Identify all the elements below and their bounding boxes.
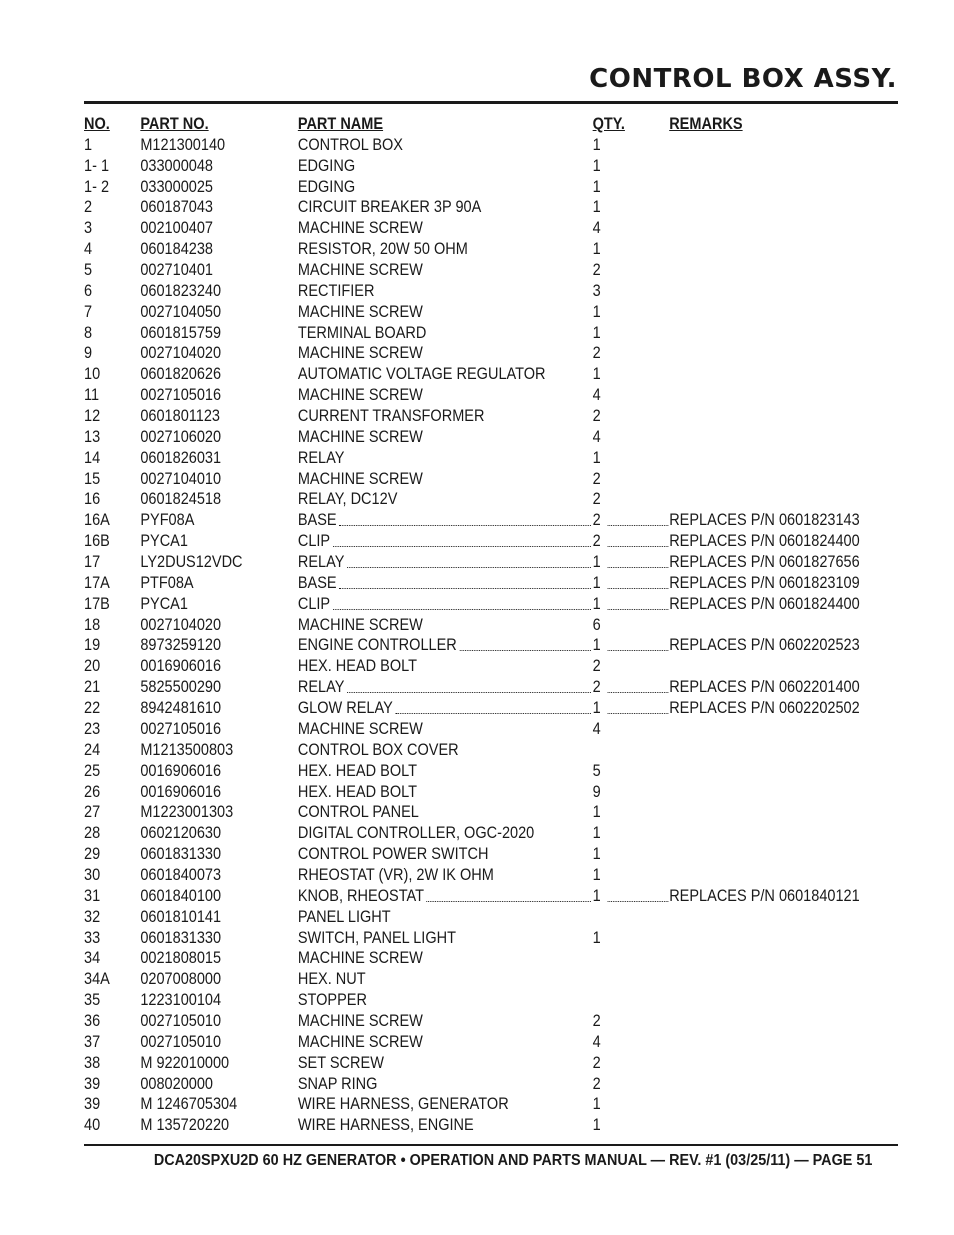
row-no: 24 xyxy=(84,740,101,759)
table-row xyxy=(84,323,898,344)
table-row xyxy=(84,802,898,823)
row-part-name: SWITCH, PANEL LIGHT xyxy=(297,928,456,947)
row-part-no: 0027105016 xyxy=(140,386,222,405)
table-row xyxy=(84,948,898,969)
table-row xyxy=(84,1074,898,1095)
row-qty: 1 xyxy=(592,198,601,217)
row-part-no: 0027104020 xyxy=(140,344,222,363)
row-qty: 1 xyxy=(592,886,601,905)
row-qty: 1 xyxy=(592,302,601,321)
row-qty: 5 xyxy=(592,761,601,780)
dot-leader xyxy=(608,901,669,902)
row-qty: 4 xyxy=(592,719,601,738)
table-header xyxy=(84,114,898,135)
row-qty: 2 xyxy=(592,1011,601,1030)
row-part-name: MACHINE SCREW xyxy=(297,1032,423,1051)
row-part-name: MACHINE SCREW xyxy=(297,386,423,405)
table-row xyxy=(84,510,898,531)
row-qty: 1 xyxy=(592,177,601,196)
row-part-no: 0601801123 xyxy=(140,407,221,426)
row-part-no: 0027104020 xyxy=(140,615,222,634)
dot-leader xyxy=(608,713,669,714)
row-no: 16B xyxy=(84,532,110,551)
row-qty: 1 xyxy=(592,240,601,259)
table-row xyxy=(84,364,898,385)
dot-leader xyxy=(608,609,669,610)
row-part-no: 002100407 xyxy=(140,219,214,238)
row-part-no: 0601810141 xyxy=(140,907,222,926)
row-qty: 1 xyxy=(592,156,601,175)
row-qty: 1 xyxy=(592,1095,601,1114)
table-row xyxy=(84,281,898,302)
row-part-name: WIRE HARNESS, GENERATOR xyxy=(297,1095,509,1114)
row-qty: 1 xyxy=(592,636,601,655)
row-qty: 1 xyxy=(592,594,601,613)
table-row xyxy=(84,907,898,928)
row-part-name: RECTIFIER xyxy=(297,281,375,300)
row-qty: 4 xyxy=(592,1032,601,1051)
row-no: 18 xyxy=(84,615,101,634)
table-row xyxy=(84,1032,898,1053)
row-no: 38 xyxy=(84,1053,101,1072)
row-no: 1 xyxy=(84,135,93,154)
row-part-no: 060184238 xyxy=(140,240,214,259)
row-no: 21 xyxy=(84,678,101,697)
row-part-no: 1223100104 xyxy=(140,991,222,1010)
row-qty: 6 xyxy=(592,615,601,634)
row-part-name: MACHINE SCREW xyxy=(297,261,423,280)
row-part-name: CONTROL PANEL xyxy=(297,803,419,822)
row-remarks: REPLACES P/N 0602202523 xyxy=(669,636,860,655)
table-row xyxy=(84,427,898,448)
row-part-name: EDGING xyxy=(297,156,356,175)
row-part-name: PANEL LIGHT xyxy=(297,907,391,926)
dot-leader xyxy=(608,692,669,693)
dot-leader xyxy=(396,713,591,714)
table-row xyxy=(84,719,898,740)
row-part-no: 0027105016 xyxy=(140,719,222,738)
row-qty: 1 xyxy=(592,865,601,884)
row-part-no: 0601840073 xyxy=(140,865,222,884)
row-no: 17 xyxy=(84,553,101,572)
row-qty: 4 xyxy=(592,427,601,446)
row-no: 19 xyxy=(84,636,101,655)
row-part-name: CLIP xyxy=(297,532,331,551)
table-row xyxy=(84,197,898,218)
row-qty: 2 xyxy=(592,469,601,488)
row-remarks: REPLACES P/N 0601824400 xyxy=(669,532,860,551)
row-part-name: AUTOMATIC VOLTAGE REGULATOR xyxy=(297,365,546,384)
table-row xyxy=(84,886,898,907)
row-qty: 2 xyxy=(592,532,601,551)
row-part-name: CONTROL BOX xyxy=(297,135,403,154)
row-qty: 9 xyxy=(592,782,601,801)
row-part-no: M1213500803 xyxy=(140,740,234,759)
row-no: 34 xyxy=(84,949,101,968)
table-row xyxy=(84,406,898,427)
row-part-no: 0601826031 xyxy=(140,448,222,467)
row-no: 25 xyxy=(84,761,101,780)
row-no: 1- 1 xyxy=(84,156,110,175)
table-row xyxy=(84,656,898,677)
header-no: NO. xyxy=(84,115,110,133)
row-qty: 1 xyxy=(592,573,601,592)
row-no: 14 xyxy=(84,448,101,467)
row-part-no: 0021808015 xyxy=(140,949,222,968)
row-qty: 4 xyxy=(592,219,601,238)
row-part-no: M 922010000 xyxy=(140,1053,230,1072)
table-row xyxy=(84,531,898,552)
row-no: 10 xyxy=(84,365,101,384)
table-row xyxy=(84,698,898,719)
row-part-name: STOPPER xyxy=(297,991,367,1010)
table-row xyxy=(84,469,898,490)
row-no: 33 xyxy=(84,928,101,947)
row-part-name: GLOW RELAY xyxy=(297,699,393,718)
row-qty: 2 xyxy=(592,261,601,280)
row-no: 27 xyxy=(84,803,101,822)
row-part-no: 0601823240 xyxy=(140,281,222,300)
row-part-name: MACHINE SCREW xyxy=(297,302,423,321)
row-part-no: 0601815759 xyxy=(140,323,222,342)
row-part-name: MACHINE SCREW xyxy=(297,719,423,738)
row-part-name: RELAY, DC12V xyxy=(297,490,398,509)
table-body xyxy=(84,135,898,1136)
row-part-no: 0602120630 xyxy=(140,824,222,843)
row-no: 13 xyxy=(84,427,101,446)
table-row xyxy=(84,635,898,656)
row-no: 32 xyxy=(84,907,101,926)
row-part-no: 5825500290 xyxy=(140,678,222,697)
table-row xyxy=(84,489,898,510)
row-remarks: REPLACES P/N 0601823143 xyxy=(669,511,860,530)
row-part-no: M1223001303 xyxy=(140,803,234,822)
row-part-no: M121300140 xyxy=(140,135,226,154)
row-part-name: BASE xyxy=(297,573,337,592)
footer-rule xyxy=(84,1144,898,1146)
table-row xyxy=(84,969,898,990)
parts-table xyxy=(84,114,898,1136)
row-part-no: 0027105010 xyxy=(140,1011,222,1030)
table-row xyxy=(84,928,898,949)
row-qty: 2 xyxy=(592,490,601,509)
table-row xyxy=(84,239,898,260)
row-remarks: REPLACES P/N 0602201400 xyxy=(669,678,860,697)
header-part-no: PART NO. xyxy=(140,115,209,133)
row-part-no: 060187043 xyxy=(140,198,214,217)
row-part-no: 033000048 xyxy=(140,156,214,175)
row-part-no: 0016906016 xyxy=(140,782,222,801)
row-part-no: 0027104050 xyxy=(140,302,222,321)
row-part-name: HEX. NUT xyxy=(297,970,366,989)
row-part-name: CURRENT TRANSFORMER xyxy=(297,407,485,426)
row-part-name: MACHINE SCREW xyxy=(297,344,423,363)
table-row xyxy=(84,594,898,615)
row-no: 40 xyxy=(84,1116,101,1135)
row-qty: 3 xyxy=(592,281,601,300)
table-row xyxy=(84,844,898,865)
row-no: 16 xyxy=(84,490,101,509)
row-part-no: 0016906016 xyxy=(140,761,222,780)
row-part-name: MACHINE SCREW xyxy=(297,427,423,446)
table-row xyxy=(84,343,898,364)
table-row xyxy=(84,552,898,573)
dot-leader xyxy=(460,650,591,651)
page-title: CONTROL BOX ASSY. xyxy=(589,64,897,94)
row-no: 12 xyxy=(84,407,101,426)
row-no: 37 xyxy=(84,1032,101,1051)
row-remarks: REPLACES P/N 0602202502 xyxy=(669,699,860,718)
row-part-name: MACHINE SCREW xyxy=(297,1011,423,1030)
table-row xyxy=(84,177,898,198)
table-row xyxy=(84,1094,898,1115)
row-part-name: CIRCUIT BREAKER 3P 90A xyxy=(297,198,482,217)
row-part-name: RELAY xyxy=(297,678,345,697)
row-part-name: BASE xyxy=(297,511,337,530)
row-part-no: PYF08A xyxy=(140,511,195,530)
row-part-name: EDGING xyxy=(297,177,356,196)
row-no: 6 xyxy=(84,281,93,300)
row-qty: 1 xyxy=(592,845,601,864)
row-part-name: WIRE HARNESS, ENGINE xyxy=(297,1116,474,1135)
row-remarks: REPLACES P/N 0601824400 xyxy=(669,594,860,613)
row-qty: 2 xyxy=(592,407,601,426)
row-qty: 1 xyxy=(592,699,601,718)
table-row xyxy=(84,782,898,803)
row-no: 7 xyxy=(84,302,93,321)
row-part-no: 0016906016 xyxy=(140,657,222,676)
dot-leader xyxy=(333,609,591,610)
row-part-name: SET SCREW xyxy=(297,1053,384,1072)
row-part-name: MACHINE SCREW xyxy=(297,615,423,634)
row-part-name: MACHINE SCREW xyxy=(297,949,423,968)
table-row xyxy=(84,865,898,886)
row-no: 3 xyxy=(84,219,93,238)
row-qty: 4 xyxy=(592,386,601,405)
table-row xyxy=(84,761,898,782)
row-qty: 1 xyxy=(592,1116,601,1135)
row-qty: 1 xyxy=(592,803,601,822)
table-row xyxy=(84,615,898,636)
row-qty: 1 xyxy=(592,824,601,843)
row-part-no: 0601831330 xyxy=(140,845,222,864)
row-part-no: 0601824518 xyxy=(140,490,222,509)
row-qty: 2 xyxy=(592,1074,601,1093)
row-qty: 2 xyxy=(592,344,601,363)
row-no: 15 xyxy=(84,469,101,488)
row-no: 35 xyxy=(84,991,101,1010)
row-part-no: M 1246705304 xyxy=(140,1095,238,1114)
row-part-no: M 135720220 xyxy=(140,1116,230,1135)
table-row xyxy=(84,448,898,469)
row-part-name: HEX. HEAD BOLT xyxy=(297,782,417,801)
dot-leader xyxy=(339,525,591,526)
table-row xyxy=(84,990,898,1011)
row-qty: 1 xyxy=(592,553,601,572)
row-qty: 2 xyxy=(592,657,601,676)
dot-leader xyxy=(347,567,591,568)
row-no: 2 xyxy=(84,198,93,217)
row-no: 16A xyxy=(84,511,110,530)
row-no: 29 xyxy=(84,845,101,864)
dot-leader xyxy=(333,546,591,547)
row-qty: 1 xyxy=(592,323,601,342)
dot-leader xyxy=(608,567,669,568)
row-qty: 1 xyxy=(592,448,601,467)
row-part-name: HEX. HEAD BOLT xyxy=(297,657,417,676)
dot-leader xyxy=(426,901,591,902)
header-remarks: REMARKS xyxy=(669,115,743,133)
dot-leader xyxy=(608,546,669,547)
row-qty: 1 xyxy=(592,365,601,384)
row-no: 30 xyxy=(84,865,101,884)
row-no: 26 xyxy=(84,782,101,801)
row-part-name: DIGITAL CONTROLLER, OGC-2020 xyxy=(297,824,535,843)
header-part-name: PART NAME xyxy=(297,115,384,133)
row-no: 8 xyxy=(84,323,93,342)
dot-leader xyxy=(608,525,669,526)
table-row xyxy=(84,1011,898,1032)
row-part-name: RELAY xyxy=(297,448,345,467)
row-qty: 1 xyxy=(592,135,601,154)
row-no: 34A xyxy=(84,970,110,989)
dot-leader xyxy=(608,588,669,589)
row-part-name: RESISTOR, 20W 50 OHM xyxy=(297,240,468,259)
table-row xyxy=(84,1115,898,1136)
row-no: 1- 2 xyxy=(84,177,110,196)
row-part-name: MACHINE SCREW xyxy=(297,219,423,238)
row-part-no: 0601831330 xyxy=(140,928,222,947)
row-part-no: 0601840100 xyxy=(140,886,222,905)
dot-leader xyxy=(347,692,591,693)
row-qty: 2 xyxy=(592,678,601,697)
table-row xyxy=(84,740,898,761)
row-remarks: REPLACES P/N 0601840121 xyxy=(669,886,860,905)
row-part-no: PYCA1 xyxy=(140,594,188,613)
row-part-no: LY2DUS12VDC xyxy=(140,553,243,572)
dot-leader xyxy=(608,650,669,651)
table-row xyxy=(84,385,898,406)
row-qty: 2 xyxy=(592,1053,601,1072)
row-part-name: SNAP RING xyxy=(297,1074,378,1093)
row-part-no: 0027106020 xyxy=(140,427,222,446)
row-part-name: RELAY xyxy=(297,553,345,572)
row-part-no: 0027104010 xyxy=(140,469,222,488)
table-row xyxy=(84,573,898,594)
row-part-name: RHEOSTAT (VR), 2W IK OHM xyxy=(297,865,494,884)
row-no: 5 xyxy=(84,261,93,280)
row-remarks: REPLACES P/N 0601827656 xyxy=(669,553,860,572)
row-part-name: HEX. HEAD BOLT xyxy=(297,761,417,780)
row-part-no: 0207008000 xyxy=(140,970,222,989)
row-no: 28 xyxy=(84,824,101,843)
dot-leader xyxy=(339,588,591,589)
row-no: 31 xyxy=(84,886,101,905)
row-part-name: CLIP xyxy=(297,594,331,613)
row-part-name: CONTROL BOX COVER xyxy=(297,740,459,759)
header-qty: QTY. xyxy=(592,115,625,133)
row-part-name: TERMINAL BOARD xyxy=(297,323,427,342)
table-row xyxy=(84,677,898,698)
table-row xyxy=(84,156,898,177)
row-part-no: 0601820626 xyxy=(140,365,222,384)
table-row xyxy=(84,823,898,844)
row-no: 23 xyxy=(84,719,101,738)
row-part-name: KNOB, RHEOSTAT xyxy=(297,886,424,905)
row-no: 11 xyxy=(84,386,100,405)
row-part-no: 033000025 xyxy=(140,177,214,196)
title-rule xyxy=(84,101,898,104)
row-no: 20 xyxy=(84,657,101,676)
row-no: 36 xyxy=(84,1011,101,1030)
row-part-no: 002710401 xyxy=(140,261,214,280)
row-no: 4 xyxy=(84,240,93,259)
row-part-no: 8973259120 xyxy=(140,636,222,655)
row-qty: 1 xyxy=(592,928,601,947)
table-row xyxy=(84,302,898,323)
row-part-name: ENGINE CONTROLLER xyxy=(297,636,457,655)
table-row xyxy=(84,1053,898,1074)
page-footer xyxy=(0,1152,872,1170)
table-row xyxy=(84,135,898,156)
row-no: 39 xyxy=(84,1095,101,1114)
row-part-no: 8942481610 xyxy=(140,699,222,718)
row-part-no: 008020000 xyxy=(140,1074,214,1093)
row-part-no: PYCA1 xyxy=(140,532,188,551)
table-row xyxy=(84,218,898,239)
row-part-name: MACHINE SCREW xyxy=(297,469,423,488)
table-row xyxy=(84,260,898,281)
row-no: 17A xyxy=(84,573,110,592)
row-no: 39 xyxy=(84,1074,101,1093)
row-part-no: 0027105010 xyxy=(140,1032,222,1051)
footer-text: DCA20SPXU2D 60 HZ GENERATOR • OPERATION AND PARTS MANUAL — REV. #1 (03/25/11) — PAGE 51 xyxy=(153,1152,872,1169)
row-no: 17B xyxy=(84,594,110,613)
row-qty: 2 xyxy=(592,511,601,530)
row-part-name: CONTROL POWER SWITCH xyxy=(297,845,489,864)
row-no: 22 xyxy=(84,699,101,718)
row-part-no: PTF08A xyxy=(140,573,194,592)
row-remarks: REPLACES P/N 0601823109 xyxy=(669,573,860,592)
row-no: 9 xyxy=(84,344,93,363)
